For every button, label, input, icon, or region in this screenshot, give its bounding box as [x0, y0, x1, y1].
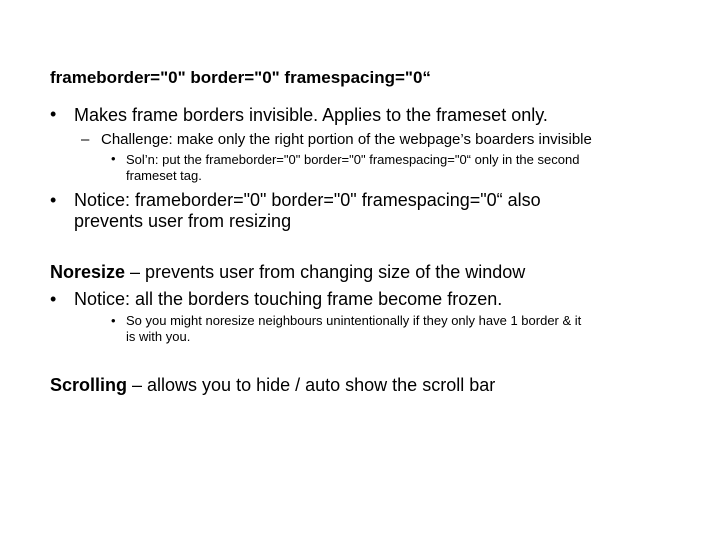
- bullet-notice-resizing-line2: prevents user from resizing: [74, 211, 292, 231]
- bullet-invisible-borders: Makes frame borders invisible. Applies to the frameset only.: [74, 105, 548, 125]
- bullet-solution-line1: Sol’n: put the frameborder="0" border="0" framespacing="0“ only in the second: [126, 152, 580, 167]
- bullet-dot-icon: •: [50, 289, 57, 309]
- bullet-dash-icon: –: [81, 131, 90, 148]
- scrolling-desc: – allows you to hide / auto show the scroll bar: [127, 375, 496, 395]
- bullet-dot-icon: •: [50, 190, 57, 210]
- bullet-dot-icon: •: [111, 151, 116, 166]
- noresize-section: [50, 261, 525, 283]
- scrolling-term: Scrolling: [50, 375, 128, 395]
- bullet-noresize-neighbours-line2: is with you.: [126, 329, 191, 344]
- bullet-noresize-neighbours-line1: So you might noresize neighbours unintentionally if they only have 1 border & it: [126, 313, 582, 328]
- scrolling-section: [50, 374, 495, 396]
- bullet-notice-frozen: Notice: all the borders touching frame become frozen.: [74, 289, 503, 309]
- bullet-challenge: Challenge: make only the right portion of the webpage’s boarders invisible: [101, 131, 592, 148]
- bullet-notice-resizing-line1: Notice: frameborder="0" border="0" framespacing="0“ also: [74, 190, 541, 210]
- noresize-desc: – prevents user from changing size of the window: [125, 262, 526, 282]
- heading-frameborder: frameborder="0" border="0" framespacing="0“: [50, 68, 431, 87]
- bullet-dot-icon: •: [50, 104, 57, 124]
- bullet-dot-icon: •: [111, 313, 116, 328]
- noresize-term: Noresize: [50, 262, 126, 282]
- bullet-solution-line2: frameset tag.: [126, 168, 202, 183]
